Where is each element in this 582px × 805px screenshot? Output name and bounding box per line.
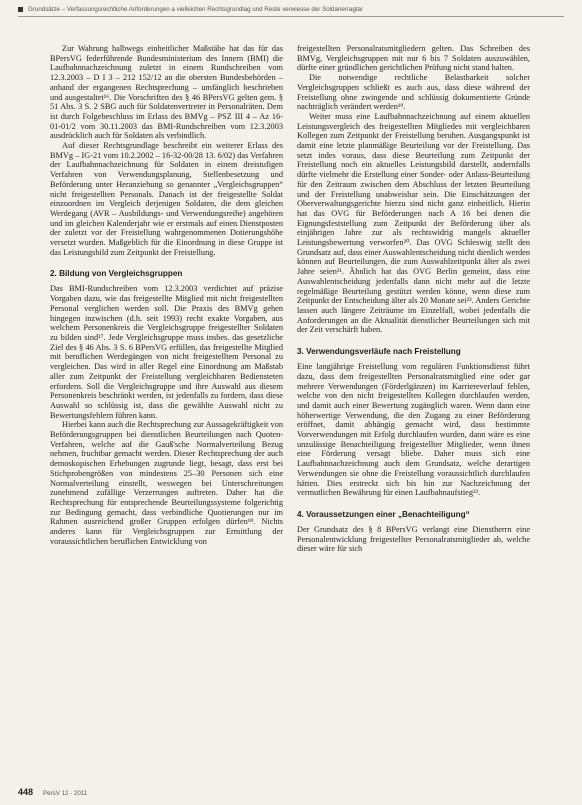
header-square-icon xyxy=(18,7,23,12)
paragraph: Hierbei kann auch die Rechtsprechung zur Aussagekräftigkeit von Beförderungsgruppen bei dienstlichen Beurteilungen nach Quoten-Verfahren, welche auf die Gauß'sche Normalverteilung Bezug nehmen, fruchtbar gemacht werden. Dieser Rechtsprechung der auch demoskopischen Erhebungen zugrunde liegt, besagt, dass erst bei Stichprobengrößen von mindestens 25–30 Personen sich eine Normalverteilung einstellt, weswegen bei Unterschreitungen zunehmend zufällige Verzerrungen auftreten. Daher hat die Rechtsprechung für entsprechende Beurteilungssysteme folgerichtig zur Bedingung gemacht, dass verbindliche Quotierungen nur im Rahmen ausreichend großer Gruppen erfolgen dürfen¹⁸. Nichts anderes kann für Vergleichsgruppen zur Ermittlung der voraussichtlichen beruflichen Entwicklung von xyxy=(50,420,283,546)
header-rule xyxy=(18,16,564,17)
journal-reference: PersV 12 · 2011 xyxy=(43,790,88,797)
left-column xyxy=(50,44,283,546)
page-footer xyxy=(18,782,87,800)
paragraph: Auf dieser Rechtsgrundlage beschreibt ein weiterer Erlass des BMVg – IG-21 vom 10.2.2002 – 16-32-00/28 13. 6/02) das Verfahren der Laufbahnnachzeichnung für Soldaten in einem dreistufigen Verfahren von Verwendungsplanung, Stellenbesetzung und Beförderung unter Heranziehung so genannter „Vergleichsgruppen“ nicht freigestellten Personals. Danach ist der freigestellte Soldat einzuordnen im Vergleich derjenigen Soldaten, die dem gleichen Werdegang (AVR – Ausbildungs- und Verwendungsreihe) angehören und im gleichen Kalenderjahr wie er erstmals auf einen Dienstposten der zuletzt vor der Freistellung wahrgenommenen Dotierungshöhe versetzt wurden. Maßgeblich für die Einordnung in diese Gruppe ist das Leistungsbild zum Zeitpunkt der Freistellung. xyxy=(50,141,283,257)
running-title: Grundsätze – Verfassungsrechtliche Anforderungen a vielleichen Rechtsgrundlag und Reste verwiesse der Soldanerragtar xyxy=(28,6,364,13)
paragraph: freigestellten Personalratsmitgliedern gelten. Das Schreiben des BMVg, Vergleichsgruppen mit nur 6 bis 7 Soldaten auszuwählen, dürfte einer gründlichen gerichtlichen Prüfung nicht stand halten. xyxy=(297,44,530,73)
paragraph: Die notwendige rechtliche Belastbarkeit solcher Vergleichsgruppen schließt es auch aus, dass diese während der Freistellung ohne zwingende und schlüssig dokumentierte Gründe nachträglich verändert werden¹⁹. xyxy=(297,73,530,112)
paragraph: Weiter muss eine Laufbahnnachzeichnung auf einem aktuellen Leistungsvergleich des freigestellten Mitgliedes mit vergleichbaren Kollegen zum Zeitpunkt der Freistellung beruhen. Ausgangspunkt ist damit eine letzte planmäßige Beurteilung vor der Freistellung. Das setzt indes voraus, dass diese Beurteilung zum Zeitpunkt der Freistellung noch ein aktuelles Leistungsbild darstellt, andernfalls dürfte vielmehr die Erstellung einer Sonder- oder Anlass-Beurteilung für den Zeitraum zwischen dem Abschluss der letzten Beurteilung und der Freistellung unabweisbar sein. Die Einschätzungen der Oberverwaltungsgerichte hierzu sind nicht ganz einheitlich. Hierin hat das OVG für Beförderungen nach A 16 bei denen die Eignungsfeststellung zum Zeitpunkt der Beförderung über als einjährigen Jahre zur als rechtswidrig mangels aktueller Leistungsbewertung verworfen²⁰. Das OVG Schleswig stellt den Grundsatz auf, dass einer Auswahlentscheidung nicht dienlich werden können auf Beurteilungen, die zum Auswahlzeitpunkt älter als zwei Jahre seien²¹. Ähnlich hat das OVG Berlin gemeint, dass eine Auswahlentscheidung jedenfalls dann nicht mehr auf die letzte regelmäßige Beurteilung gestützt werden könne, wenn diese zum Zeitpunkt der Entscheidung älter als 20 Monate sei²². Anders Gerichte lassen auch längere Zeiträume im Einzelfall, wobei jedenfalls die Anforderungen an die Aktualität dienstlicher Beurteilungen sich mit der Zeit verschärft haben. xyxy=(297,111,530,335)
right-column xyxy=(297,44,530,554)
paragraph: Zur Wahrung halbwegs einheitlicher Maßstäbe hat das für das BPersVG federführende Bundesministerium des Innern (BMI) die Laufbahnnachzeichnung zuletzt in einem Rundschreiben vom 12.3.2003 – D I 3 – 212 152/12 an die obersten Bundesbehörden – anhand der ergangenen Rechtsprechung – umfänglich beschrieben und ausgestaltet¹⁶. Die Vorschriften des § 46 BPersVG gelten gem. § 51 Abs. 3 S. 2 SBG auch für Soldatenvertreter in Personalräten. Dem ist durch Folgebeschluss im Erlass des BMVg – PSZ III 4 – Az 16-01-01/2 vom 30.11.2003 das BMI-Rundschreiben vom 12.3.2003 ausdrücklich auch für Soldaten als verbindlich. xyxy=(50,44,283,141)
paragraph: Das BMI-Rundschreiben vom 12.3.2003 verdichtet auf präzise Vorgaben dazu, wie das freigestellte Mitglied mit nicht freigestellten Personal verglichen werden soll. Die Praxis des BMVg gehen hingegen inzwischen (d.h. seit 1993) recht exakte Vorgaben, aus welchem Personenkreis die Vergleichsgruppe freigestellter Soldaten zu bilden sind¹⁷. Jede Vergleichsgruppe muss insbes. das gesetzliche Ziel des § 46 Abs. 3 S. 6 BPersVG erfüllen, das freigestellte Mitglied mit beruflichen Werdegängen von nicht freigestelltem Personal zu vergleichen. Das wird in aller Regel eine Einordnung am Maßstab aller zum Zeitpunkt der Freistellung vergleichbaren Bediensteten erfordern. Soll die Vergleichsgruppe und ihre Auswahl aus diesem Personenkreis beschränkt werden, ist jedenfalls zu fordern, dass diese Auswahl so schlüssig ist, dass die gewählte Auswahl nicht zu Bewertungsfehlern führen kann. xyxy=(50,284,283,420)
page-number: 448 xyxy=(18,787,34,797)
section-heading: 3. Verwendungsverläufe nach Freistellung xyxy=(297,347,461,357)
paragraph: Eine langjährige Freistellung vom regulären Funktionsdienst führt dazu, dass dem freigestellten Personalratsmitglied eine oder gar mehrere Verwendungen (Förderlgänzen) im Karriereverlauf fehlen, welche von den nicht freigestellten Kollegen durchlaufen werden, und damit auch einer Bewertung zugänglich waren. Wenn dann eine höherwertige Verwendung, die den Zugang zu einer Beförderung eröffnet, damit abhängig gemacht wird, dass bestimmte Vorverwendungen mit Erfolg durchlaufen wurden, dann wäre es eine unzulässige Benachteiligung freigestellter Mitglieder, wenn ihnen eine Förderung versagt bliebe. Daher muss sich eine Laufbahnnachzeichnung auch dem Grundsatz, welche derartigen Verwendungen sie ohne die Freistellung voraussichtlich durchlaufen hätten. Dies erstreckt sich bis hin zur Nachzeichnung der vermutlichen Bewährung für einen Laufbahnaufstieg²³. xyxy=(297,362,530,498)
running-header xyxy=(18,6,564,13)
section-heading: 4. Voraussetzungen einer „Benachteiligung“ xyxy=(297,509,470,519)
section-heading: 2. Bildung von Vergleichsgruppen xyxy=(50,269,183,279)
paragraph: Der Grundsatz des § 8 BPersVG verlangt eine Dienstherrn eine Personalentwicklung freigestellter Personalratsmitglieder ab, welche dieser wäre für sich xyxy=(297,524,530,554)
